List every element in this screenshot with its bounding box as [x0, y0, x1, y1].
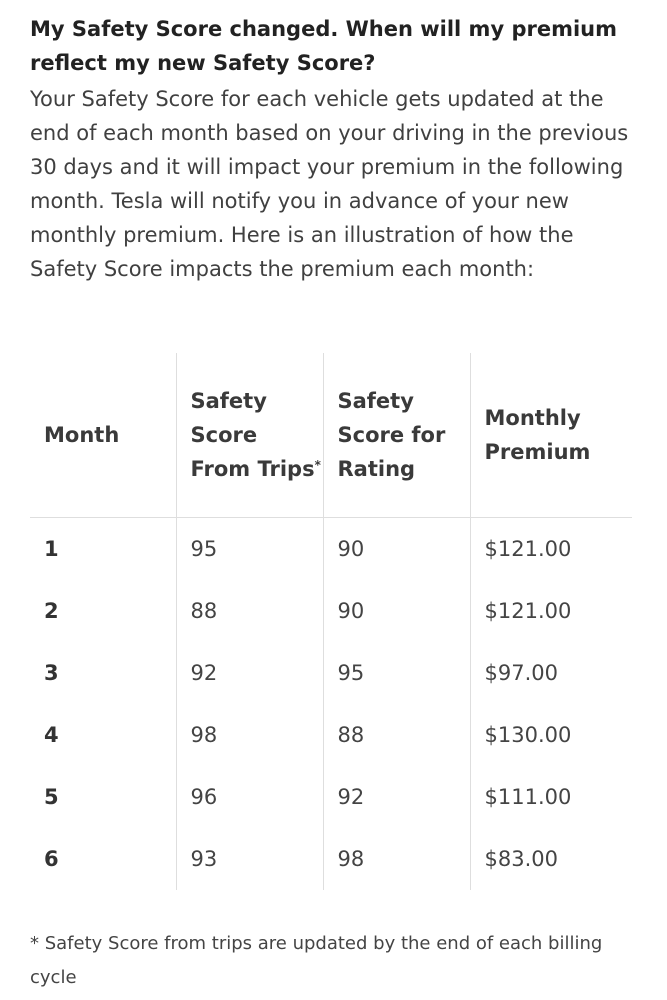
cell-score-from-trips: 93 [176, 828, 323, 890]
table-row [30, 518, 632, 581]
premium-illustration-table-container [30, 353, 632, 893]
table-row [30, 766, 632, 828]
faq-answer: Your Safety Score for each vehicle gets updated at the end of each month based on your driving in the previous 30 days and it will impact your premium in the following month. Tesla will notify you in advance of your new monthly premium. Here is an illustration of how the Safety Score impacts the premium each month: [30, 87, 629, 281]
table-row [30, 642, 632, 704]
cell-monthly-premium: $83.00 [470, 828, 632, 890]
footnote: * Safety Score from trips are updated by the end of each billing cycle [30, 933, 603, 988]
header-month [30, 353, 176, 518]
table-header-row [30, 353, 632, 518]
cell-score-from-trips: 88 [176, 580, 323, 642]
cell-month: 2 [44, 599, 59, 623]
cell-score-from-trips: 98 [176, 704, 323, 766]
cell-score-for-rating: 92 [323, 766, 470, 828]
header-score-for-rating-label: Safety Score for Rating [337, 389, 446, 481]
premium-illustration-table [30, 353, 632, 890]
footnote-marker: * [314, 458, 321, 472]
cell-score-for-rating: 98 [323, 828, 470, 890]
table-header [30, 353, 632, 518]
cell-score-from-trips: 95 [176, 518, 323, 581]
table-body [30, 518, 632, 891]
cell-monthly-premium: $121.00 [470, 580, 632, 642]
cell-monthly-premium: $111.00 [470, 766, 632, 828]
table-row [30, 580, 632, 642]
cell-monthly-premium: $121.00 [470, 518, 632, 581]
cell-month: 6 [44, 847, 59, 871]
cell-score-for-rating: 90 [323, 518, 470, 581]
header-score-from-trips-label: Safety Score From Trips [190, 389, 315, 481]
table-row [30, 828, 632, 890]
header-monthly-premium-label: Monthly Premium [484, 406, 591, 464]
header-month-label: Month [44, 423, 120, 447]
cell-score-for-rating: 90 [323, 580, 470, 642]
header-monthly-premium [470, 353, 632, 518]
cell-monthly-premium: $130.00 [470, 704, 632, 766]
cell-score-for-rating: 88 [323, 704, 470, 766]
header-score-from-trips [176, 353, 323, 518]
cell-score-for-rating: 95 [323, 642, 470, 704]
cell-month: 3 [44, 661, 59, 685]
table-row [30, 704, 632, 766]
cell-month: 5 [44, 785, 59, 809]
cell-month: 1 [44, 537, 59, 561]
cell-score-from-trips: 92 [176, 642, 323, 704]
header-score-for-rating [323, 353, 470, 518]
cell-month: 4 [44, 723, 59, 747]
cell-monthly-premium: $97.00 [470, 642, 632, 704]
cell-score-from-trips: 96 [176, 766, 323, 828]
faq-question: My Safety Score changed. When will my premium reflect my new Safety Score? [30, 17, 617, 75]
